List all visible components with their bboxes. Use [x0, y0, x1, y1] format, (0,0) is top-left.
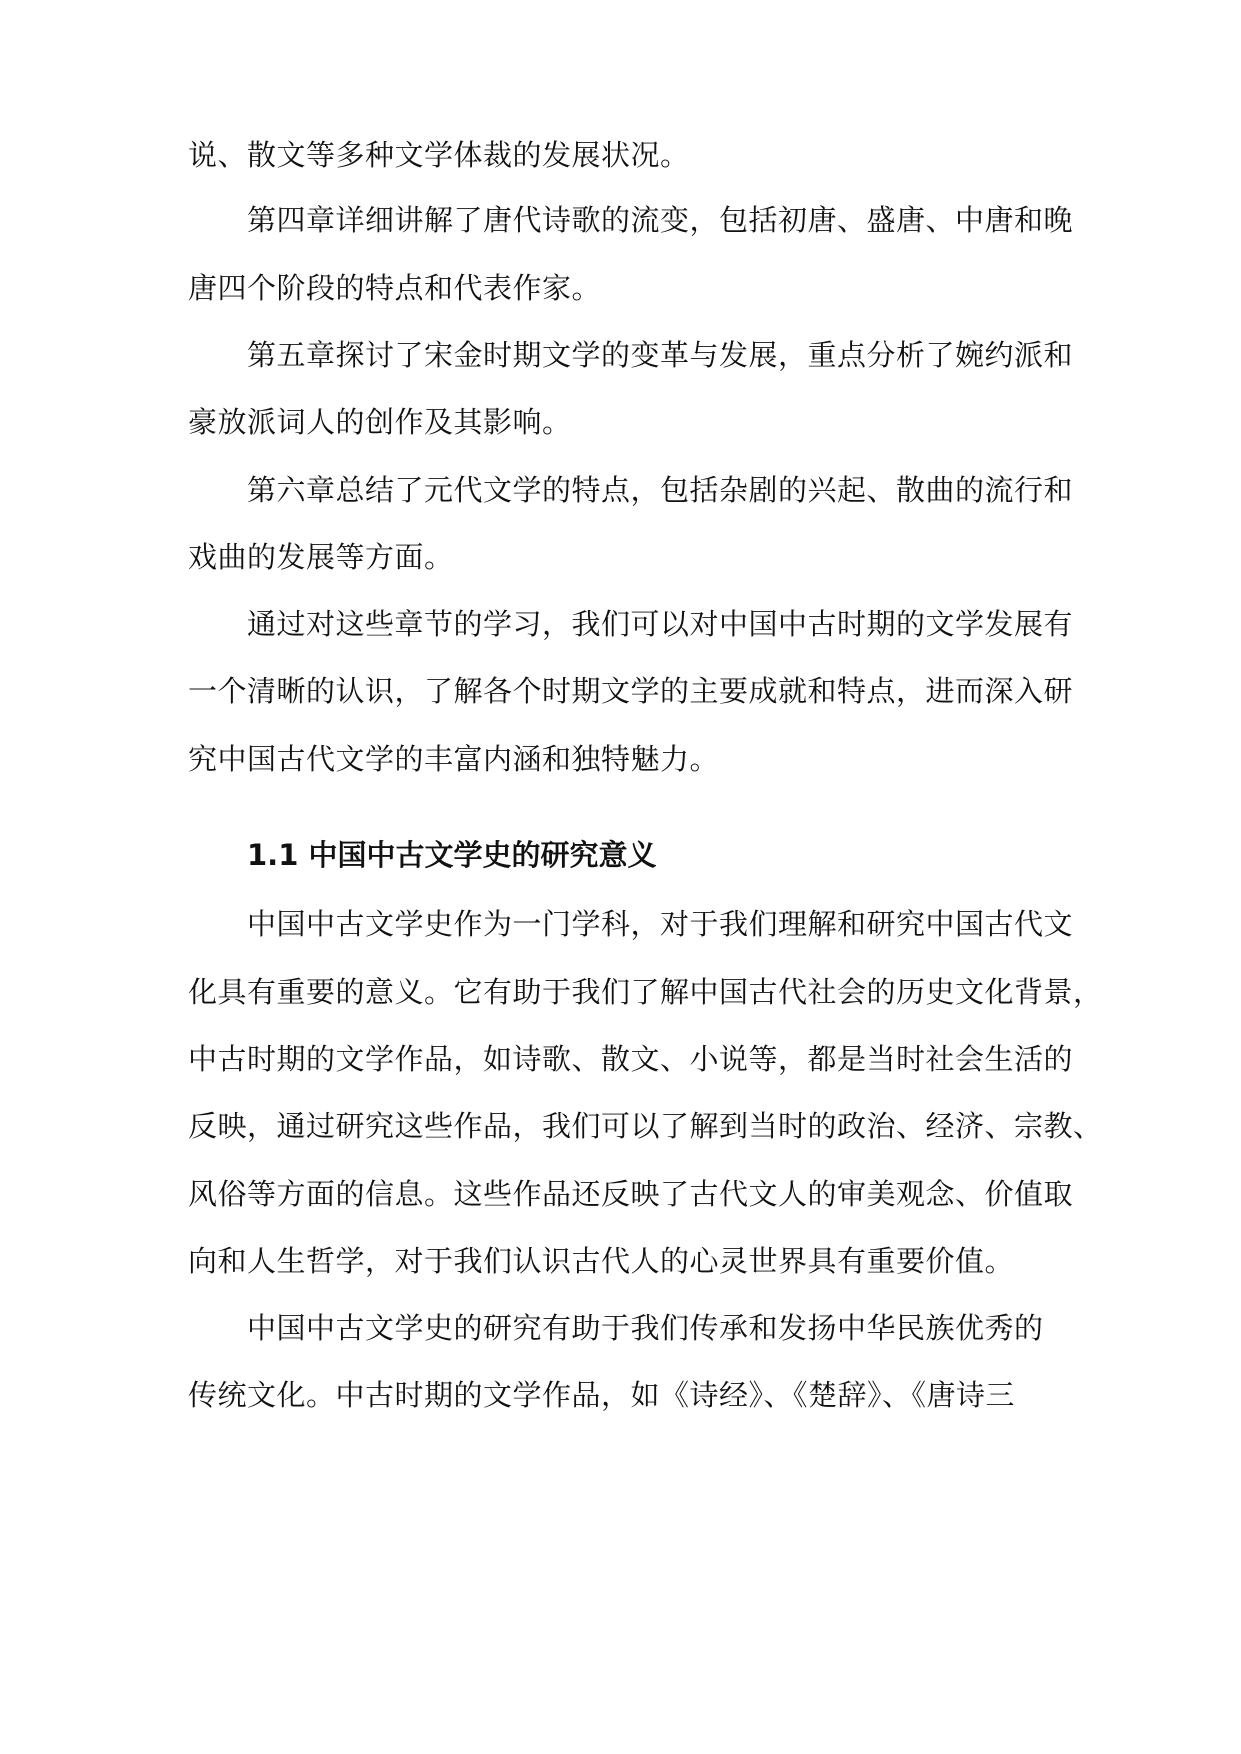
section-heading: 1.1 中国中古文学史的研究意义 [247, 838, 657, 872]
text-line: 一个清晰的认识，了解各个时期文学的主要成就和特点，进而深入研 [188, 674, 1074, 708]
text-line: 传统文化。中古时期的文学作品，如《诗经》、《楚辞》、《唐诗三 [188, 1378, 1016, 1412]
text-line: 第五章探讨了宋金时期文学的变革与发展，重点分析了婉约派和 [247, 338, 1074, 372]
text-line: 通过对这些章节的学习，我们可以对中国中古时期的文学发展有 [247, 607, 1074, 641]
text-line: 中国中古文学史作为一门学科，对于我们理解和研究中国古代文 [247, 907, 1074, 941]
text-line: 戏曲的发展等方面。 [188, 540, 454, 574]
text-line: 化具有重要的意义。它有助于我们了解中国古代社会的历史文化背景， [188, 975, 1103, 1009]
text-line: 风俗等方面的信息。这些作品还反映了古代文人的审美观念、价值取 [188, 1177, 1074, 1211]
text-line: 向和人生哲学，对于我们认识古代人的心灵世界具有重要价值。 [188, 1244, 1015, 1278]
text-line: 中古时期的文学作品，如诗歌、散文、小说等，都是当时社会生活的 [188, 1042, 1074, 1076]
text-line: 第六章总结了元代文学的特点，包括杂剧的兴起、散曲的流行和 [247, 473, 1074, 507]
text-line: 说、散文等多种文学体裁的发展状况。 [188, 138, 690, 172]
text-line: 中国中古文学史的研究有助于我们传承和发扬中华民族优秀的 [247, 1311, 1044, 1345]
text-line: 豪放派词人的创作及其影响。 [188, 405, 572, 439]
text-line: 第四章详细讲解了唐代诗歌的流变，包括初唐、盛唐、中唐和晚 [247, 203, 1074, 237]
text-line: 究中国古代文学的丰富内涵和独特魅力。 [188, 742, 720, 776]
text-line: 反映，通过研究这些作品，我们可以了解到当时的政治、经济、宗教、 [188, 1109, 1103, 1143]
text-line: 唐四个阶段的特点和代表作家。 [188, 271, 602, 305]
